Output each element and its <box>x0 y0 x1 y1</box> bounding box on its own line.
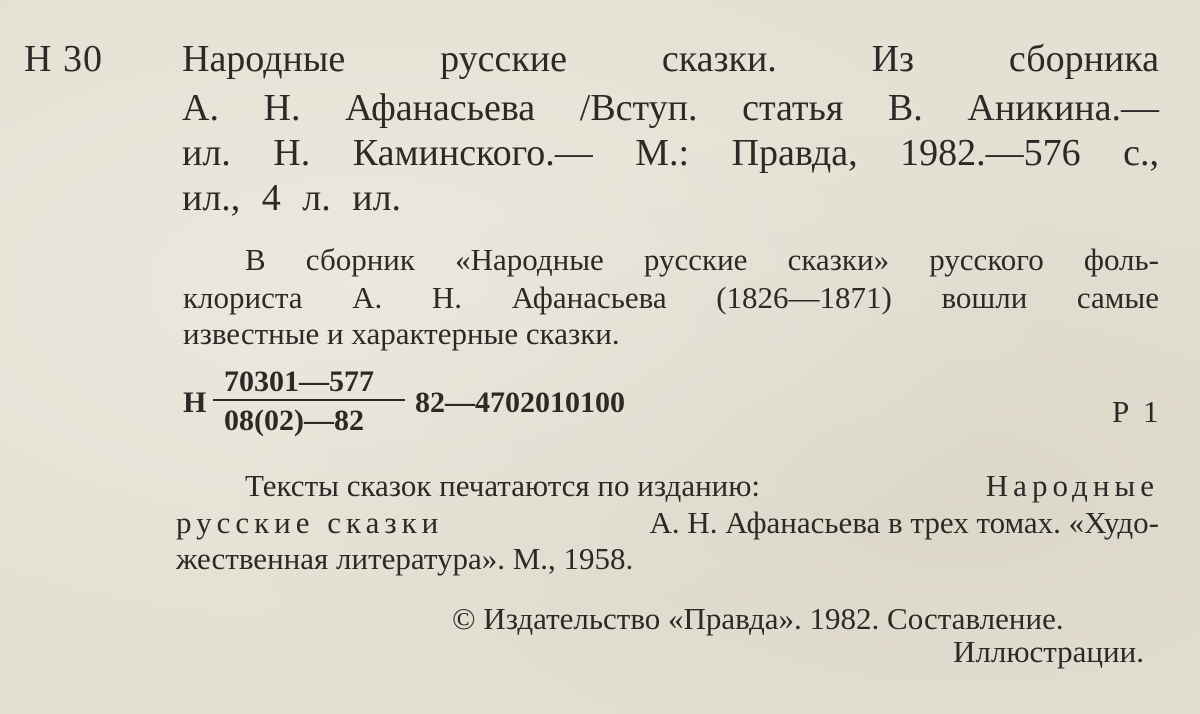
annotation-line-2: клориста А. Н. Афанасьева (1826—1871) вошли самые <box>183 280 1159 315</box>
source-note-title-part: Народные <box>985 468 1159 503</box>
source-note-line-3: жественная литература». М., 1958. <box>176 541 634 576</box>
source-note-text-cont: А. Н. Афанасьева в трех томах. «Худо- <box>641 505 1159 540</box>
source-note-line-1 <box>245 470 1159 501</box>
index-code: 82—4702010100 <box>415 386 625 419</box>
bibliography-line-1: Народные русские сказки. Из сборника <box>182 38 1159 80</box>
fraction-rule <box>213 399 405 401</box>
bibliography-line-4: ил., 4 л. ил. <box>182 177 402 219</box>
annotation-line-1: В сборник «Народные русские сказки» русского фоль- <box>245 242 1159 277</box>
source-note-text: Тексты сказок печатаются по изданию: <box>245 468 768 503</box>
bibliography-line-2: А. Н. Афанасьева /Вступ. статья В. Аникина.— <box>182 87 1159 129</box>
annotation-line-3: известные и характерные сказки. <box>183 316 620 351</box>
source-note-title-cont: русские сказки <box>176 505 444 540</box>
index-numerator: 70301—577 <box>224 365 374 398</box>
index-prefix: Н <box>183 386 207 419</box>
catalog-code: Н 30 <box>24 38 103 80</box>
source-note-line-2 <box>176 507 1159 538</box>
bibliography-line-3: ил. Н. Каминского.— М.: Правда, 1982.—576 с., <box>182 132 1159 174</box>
index-denominator: 08(02)—82 <box>224 404 364 437</box>
copyright-line-1: © Издательство «Правда». 1982. Составление. <box>452 601 1064 636</box>
classification-mark: Р 1 <box>1112 394 1159 429</box>
copyright-line-2: Иллюстрации. <box>953 634 1144 669</box>
